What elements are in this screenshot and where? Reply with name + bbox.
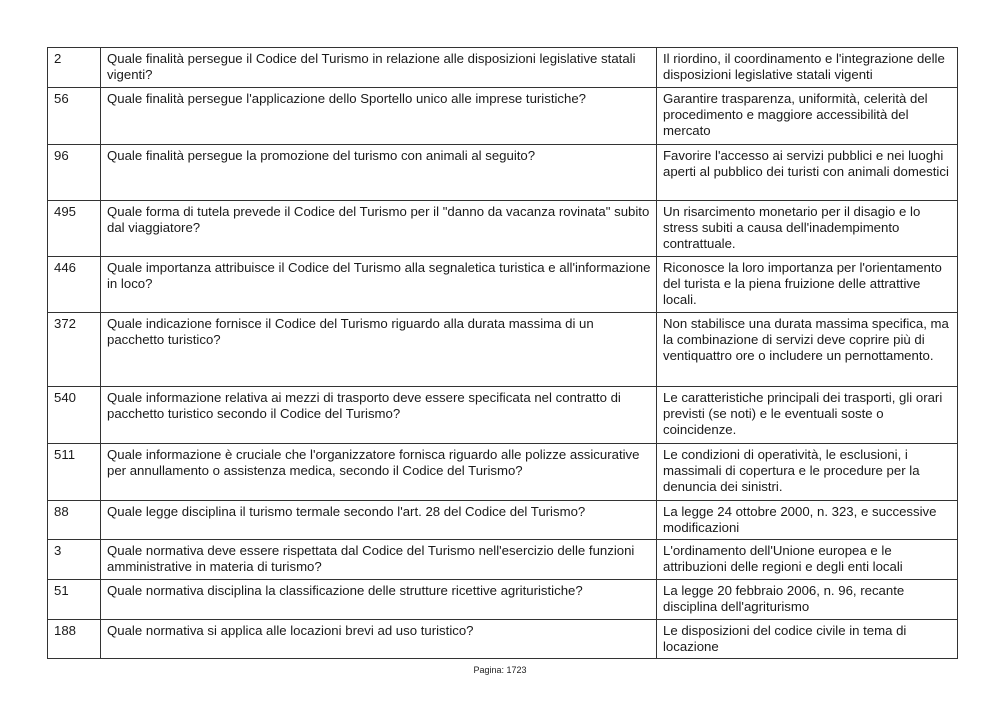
row-question: Quale finalità persegue l'applicazione dello Sportello unico alle imprese turistiche? (101, 87, 657, 144)
table-row (48, 144, 958, 200)
row-id: 51 (48, 580, 101, 620)
row-id: 56 (48, 87, 101, 144)
page-number: Pagina: 1723 (473, 665, 527, 675)
table-row (48, 200, 958, 256)
row-id: 446 (48, 256, 101, 312)
table-row (48, 540, 958, 580)
row-answer: Garantire trasparenza, uniformità, celerità del procedimento e maggiore accessibilità del mercato (657, 87, 958, 144)
row-id: 495 (48, 200, 101, 256)
row-question: Quale finalità persegue il Codice del Turismo in relazione alle disposizioni legislative statali vigenti? (101, 48, 657, 88)
row-question: Quale forma di tutela prevede il Codice del Turismo per il "danno da vacanza rovinata" subito dal viaggiatore? (101, 200, 657, 256)
table-row (48, 619, 958, 659)
row-question: Quale indicazione fornisce il Codice del Turismo riguardo alla durata massima di un pacchetto turistico? (101, 312, 657, 386)
row-question: Quale finalità persegue la promozione del turismo con animali al seguito? (101, 144, 657, 200)
row-answer: Il riordino, il coordinamento e l'integrazione delle disposizioni legislative statali vigenti (657, 48, 958, 88)
row-id: 3 (48, 540, 101, 580)
row-answer: Le caratteristiche principali dei trasporti, gli orari previsti (se noti) e le eventuali soste o coincidenze. (657, 386, 958, 443)
row-answer: La legge 24 ottobre 2000, n. 323, e successive modificazioni (657, 500, 958, 540)
table-row (48, 580, 958, 620)
row-answer: Non stabilisce una durata massima specifica, ma la combinazione di servizi deve coprire più di ventiquattro ore o includere un pernottamento. (657, 312, 958, 386)
row-id: 96 (48, 144, 101, 200)
table-row (48, 443, 958, 500)
row-answer: Favorire l'accesso ai servizi pubblici e nei luoghi aperti al pubblico dei turisti con animali domestici (657, 144, 958, 200)
row-id: 88 (48, 500, 101, 540)
table-row (48, 312, 958, 386)
row-answer: L'ordinamento dell'Unione europea e le attribuzioni delle regioni e degli enti locali (657, 540, 958, 580)
row-answer: Le disposizioni del codice civile in tema di locazione (657, 619, 958, 659)
row-id: 2 (48, 48, 101, 88)
row-question: Quale normativa si applica alle locazioni brevi ad uso turistico? (101, 619, 657, 659)
row-id: 188 (48, 619, 101, 659)
row-question: Quale normativa disciplina la classificazione delle strutture ricettive agrituristiche? (101, 580, 657, 620)
row-question: Quale importanza attribuisce il Codice del Turismo alla segnaletica turistica e all'informazione in loco? (101, 256, 657, 312)
table-row (48, 48, 958, 88)
row-question: Quale normativa deve essere rispettata dal Codice del Turismo nell'esercizio delle funzioni amministrative in materia di turismo? (101, 540, 657, 580)
row-question: Quale legge disciplina il turismo termale secondo l'art. 28 del Codice del Turismo? (101, 500, 657, 540)
row-question: Quale informazione relativa ai mezzi di trasporto deve essere specificata nel contratto di pacchetto turistico secondo il Codice del Turismo? (101, 386, 657, 443)
row-question: Quale informazione è cruciale che l'organizzatore fornisca riguardo alle polizze assicurative per annullamento o assistenza medica, secondo il Codice del Turismo? (101, 443, 657, 500)
row-answer: Un risarcimento monetario per il disagio e lo stress subiti a causa dell'inadempimento contrattuale. (657, 200, 958, 256)
row-id: 511 (48, 443, 101, 500)
row-id: 372 (48, 312, 101, 386)
row-answer: La legge 20 febbraio 2006, n. 96, recante disciplina dell'agriturismo (657, 580, 958, 620)
table-row (48, 386, 958, 443)
table-row (48, 87, 958, 144)
questions-table (47, 47, 958, 659)
row-answer: Riconosce la loro importanza per l'orientamento del turista e la piena fruizione delle attrattive locali. (657, 256, 958, 312)
table-body (48, 48, 958, 659)
table-row (48, 500, 958, 540)
row-id: 540 (48, 386, 101, 443)
row-answer: Le condizioni di operatività, le esclusioni, i massimali di copertura e le procedure per la denuncia dei sinistri. (657, 443, 958, 500)
table-row (48, 256, 958, 312)
